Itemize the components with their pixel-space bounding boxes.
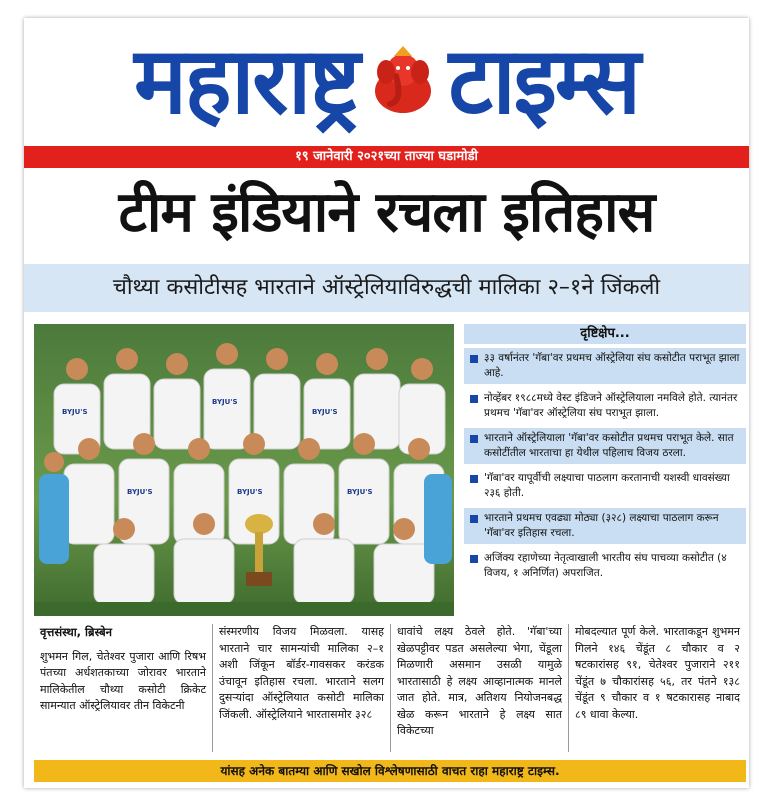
list-item-text: भारताने ऑस्ट्रेलियाला 'गॅबा'वर कसोटीत प्रथमच पराभूत केले. सात कसोटींतील भारताचा हा येथील पहिलाच विजय ठरला. xyxy=(484,432,734,459)
list-item-text: ३३ वर्षानंतर 'गॅबा'वर प्रथमच ऑस्ट्रेलिया संघ कसोटीत पराभूत झाला आहे. xyxy=(484,352,740,379)
list-item-text: अजिंक्य रहाणेच्या नेतृत्वाखाली भारतीय संघ पाचव्या कसोटीत (४ विजय, १ अनिर्णित) अपराजित. xyxy=(484,552,727,579)
article-column-3 xyxy=(390,624,568,752)
article-column-1 xyxy=(34,624,212,752)
list-item-text: भारताने प्रथमच एवढ्या मोठ्या (३२८) लक्ष्याचा पाठलाग करून 'गॅबा'वर इतिहास रचला. xyxy=(484,512,719,539)
article-text: मोबदल्यात पूर्ण केले. भारताकडून शुभमन गिलने १४६ चेंडूंत ८ चौकार व २ षटकारांसह ९१, चेतेश्वर पुजाराने २११ चेंडूंत ७ चौकारांसह ५६, तर पंतने १३८ चेंडूंत ९ चौकार व १ षटकारासह नाबाद ८९ धावा केल्या. xyxy=(575,625,740,721)
square-bullet-icon xyxy=(470,515,478,523)
masthead-right: टाइम्स xyxy=(448,25,639,135)
ganesha-logo-icon xyxy=(368,46,438,116)
list-item xyxy=(464,468,746,504)
subheadline: चौथ्या कसोटीसह भारताने ऑस्ट्रेलियाविरुद्धची मालिका २–१ने जिंकली xyxy=(24,264,749,312)
jersey-text: BYJU'S xyxy=(237,488,263,496)
newspaper-page xyxy=(24,18,749,788)
jersey-text: BYJU'S xyxy=(312,408,338,416)
jersey-text: BYJU'S xyxy=(212,398,238,406)
headline: टीम इंडियाने रचला इतिहास xyxy=(118,180,655,245)
list-item xyxy=(464,548,746,584)
square-bullet-icon xyxy=(470,355,478,363)
masthead-left: महाराष्ट्र xyxy=(134,25,359,135)
square-bullet-icon xyxy=(470,555,478,563)
masthead xyxy=(24,18,749,143)
date-bar: १९ जानेवारी २०२१च्या ताज्या घडामोडी xyxy=(24,146,749,168)
list-item xyxy=(464,348,746,384)
list-item xyxy=(464,428,746,464)
square-bullet-icon xyxy=(470,475,478,483)
list-item xyxy=(464,388,746,424)
article-column-2 xyxy=(212,624,390,752)
byline: वृत्तसंस्था, ब्रिस्बेन xyxy=(40,625,113,639)
jersey-text: BYJU'S xyxy=(62,408,88,416)
article-text: शुभमन गिल, चेतेश्वर पुजारा आणि रिषभ पंतच्या अर्धशतकाच्या जोरावर भारताने मालिकेतील चौथ्या कसोटी क्रिकेट सामन्यात ऑस्ट्रेलियावर तीन विकेटनी xyxy=(40,649,206,712)
list-item-text: 'गॅबा'वर यापूर्वीची लक्ष्याचा पाठलाग करतानाची यशस्वी धावसंख्या २३६ होती. xyxy=(484,472,730,499)
footer-banner: यांसह अनेक बातम्या आणि सखोल विश्लेषणासाठी वाचत राहा महाराष्ट्र टाइम्स. xyxy=(34,760,746,782)
article-text: संस्मरणीय विजय मिळवला. यासह भारताने चार सामन्यांची मालिका २–१ अशी जिंकून बॉर्डर-गावसकर करंडक उंचावून इतिहास रचला. भारताने सलग दुसऱ्यांदा ऑस्ट्रेलियात कसोटी मालिका जिंकली. ऑस्ट्रेलियाने भारतासमोर ३२८ xyxy=(219,625,384,721)
list-item-text: नोव्हेंबर १९८८मध्ये वेस्ट इंडिजने ऑस्ट्रेलियाला नमविले होते. त्यानंतर प्रथमच 'गॅबा'वर ऑस्ट्रेलिया संघ पराभूत झाला. xyxy=(484,392,738,419)
article-body xyxy=(34,624,746,752)
list-item xyxy=(464,508,746,544)
team-celebration-image xyxy=(34,324,454,616)
jersey-text: BYJU'S xyxy=(127,488,153,496)
team-photo xyxy=(34,324,454,616)
sidebar-title: दृष्टिक्षेप... xyxy=(464,324,746,344)
jersey-text: BYJU'S xyxy=(347,488,373,496)
square-bullet-icon xyxy=(470,435,478,443)
at-a-glance-box xyxy=(464,324,746,616)
article-column-4 xyxy=(568,624,746,752)
square-bullet-icon xyxy=(470,395,478,403)
article-text: धावांचे लक्ष्य ठेवले होते. 'गॅबा'च्या खेळपट्टीवर पडत असलेल्या भेगा, चेंडूला मिळणारी असमान उसळी यामुळे भारतासाठी हे लक्ष्य आव्हानात्मक मानले जात होते. मात्र, अतिशय नियोजनबद्ध खेळ करून भारताने हे लक्ष्य सात विकेटच्या xyxy=(397,625,562,737)
